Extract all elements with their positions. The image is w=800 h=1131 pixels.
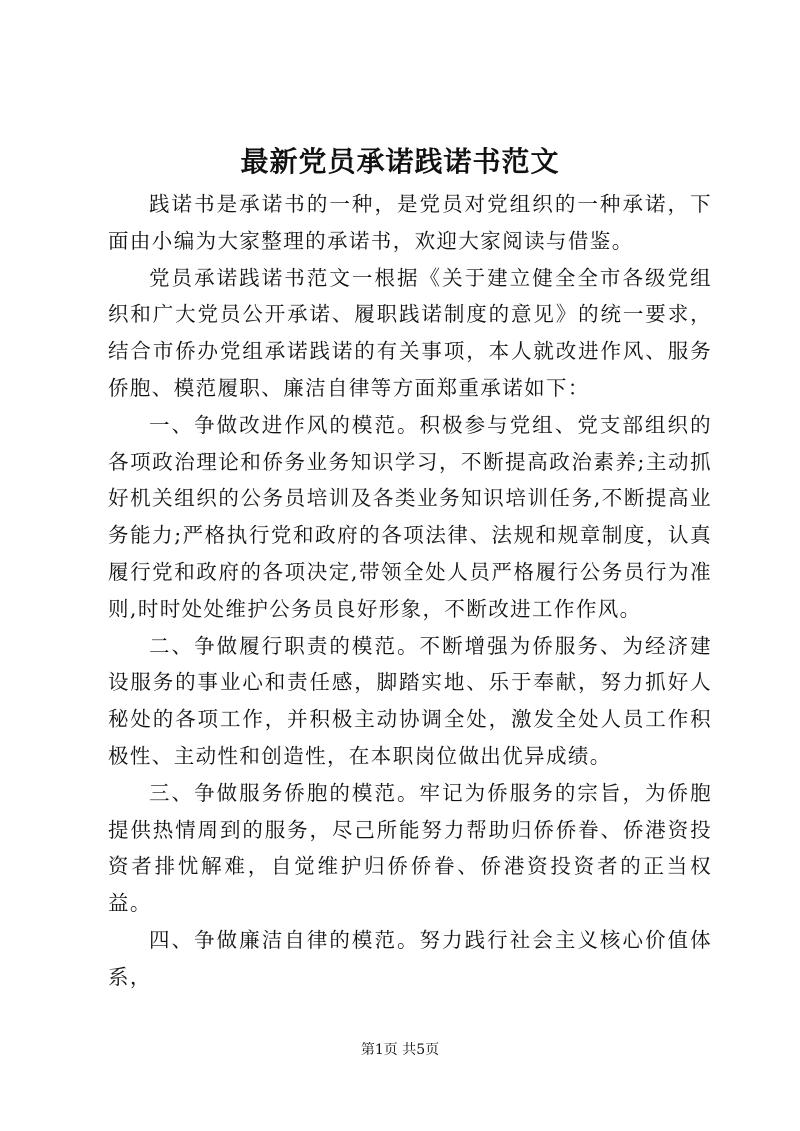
paragraph-preamble: 党员承诺践诺书范文一根据《关于建立健全全市各级党组织和广大党员公开承诺、履职践诺制度的意见》的统一要求，结合市侨办党组承诺践诺的有关事项，本人就改进作风、服务侨胞、模范履职、廉洁自律等方面郑重承诺如下：: [108, 265, 712, 400]
page-footer: 第1页 共5页: [360, 1042, 440, 1058]
paragraph-intro: 践诺书是承诺书的一种，是党员对党组织的一种承诺，下面由小编为大家整理的承诺书，欢迎大家阅读与借鉴。: [108, 192, 712, 253]
document-body: [108, 186, 712, 996]
paragraph-item-3: 三、争做服务侨胞的模范。牢记为侨服务的宗旨，为侨胞提供热情周到的服务，尽己所能努力帮助归侨侨眷、侨港资投资者排忧解难，自觉维护归侨侨眷、侨港资投资者的正当权益。: [108, 780, 712, 916]
paragraph-item-1: 一、争做改进作风的模范。积极参与党组、党支部组织的各项政治理论和侨务业务知识学习，不断提高政治素养;主动抓好机关组织的公务员培训及各类业务知识培训任务,不断提高业务能力;严格执行党和政府的各项法律、法规和规章制度，认真履行党和政府的各项决定,带领全处人员严格履行公务员行为准则,时时处处维护公务员良好形象，不断改进工作作风。: [108, 412, 712, 621]
paragraph-item-2: 二、争做履行职责的模范。不断增强为侨服务、为经济建设服务的事业心和责任感，脚踏实地、乐于奉献，努力抓好人秘处的各项工作，并积极主动协调全处，激发全处人员工作积极性、主动性和创造性，在本职岗位做出优异成绩。: [108, 633, 712, 768]
paragraph-item-4: 四、争做廉洁自律的模范。努力践行社会主义核心价值体系，: [108, 927, 712, 989]
document-title: 最新党员承诺践诺书范文: [240, 145, 560, 178]
